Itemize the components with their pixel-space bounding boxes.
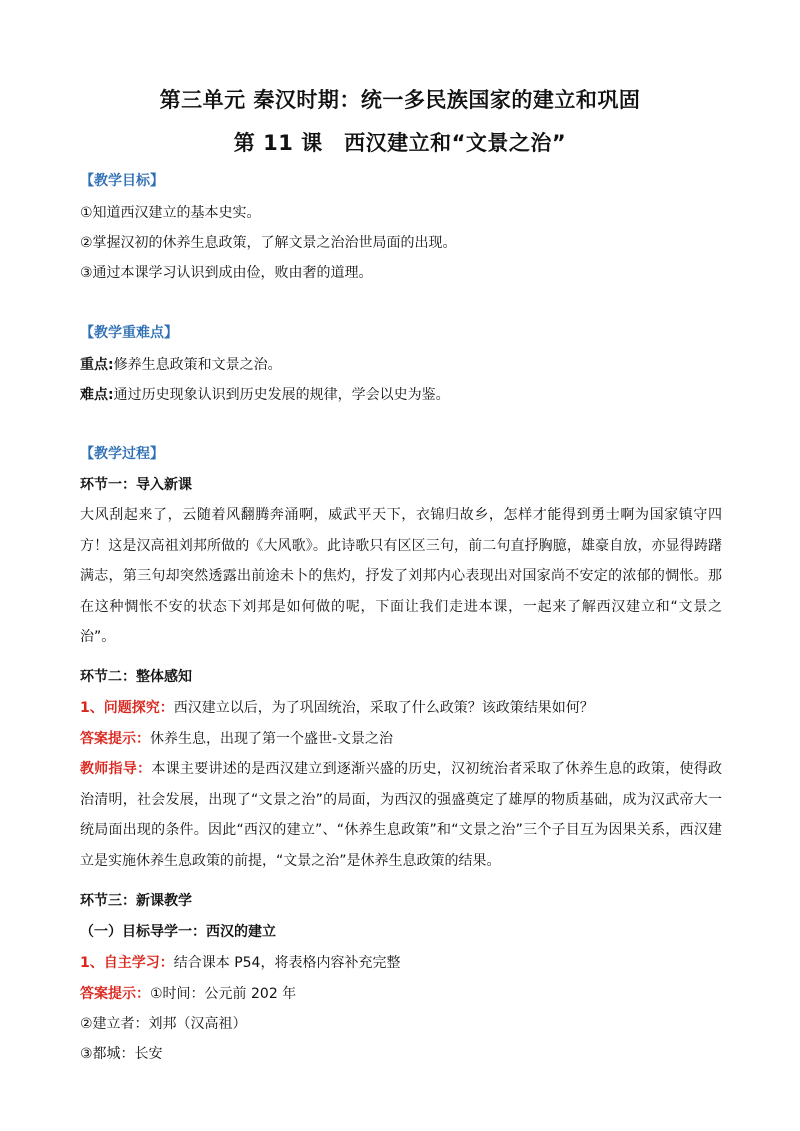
step1-paragraph: 大风刮起来了，云随着风翻腾奔涌啊，威武平天下，衣锦归故乡，怎样才能得到勇士啊为国家镇守四方！这是汉高祖刘邦所做的《大风歌》。此诗歌只有区区三句，前二句直抒胸臆，雄豪自放，亦显得踌躇满志，第三句却突然透露出前途未卜的焦灼，抒发了刘邦内心表现出对国家尚不安定的浓郁的惆怅。那在这种惆怅不安的状态下刘邦是如何做的呢，下面让我们走进本课，一起来了解西汉建立和“文景之治”。 [80,507,722,645]
answer-hint-label: 答案提示： [80,986,150,1002]
key-point-label: 重点: [80,357,114,373]
self-study-text: 结合课本 P54，将表格内容补充完整 [173,955,401,971]
question-line [80,697,594,717]
teacher-guide-label: 教师指导： [80,761,152,777]
key-points-heading: 【教学重难点】 [80,325,178,341]
objective-item: ②掌握汉初的休养生息政策，了解文景之治治世局面的出现。 [80,235,457,251]
teacher-guide-text: 本课主要讲述的是西汉建立到逐渐兴盛的历史，汉初统治者采取了休养生息的政策，使得政治清明，社会发展，出现了“文景之治”的局面，为西汉的强盛奠定了雄厚的物质基础，成为汉武帝大一统局面出现的条件。因此“西汉的建立”、“休养生息政策”和“文景之治”三个子目互为因果关系，西汉建立是实施休养生息政策的前提，“文景之治”是休养生息政策的结果。 [80,761,723,869]
step2-title: 环节二：整体感知 [80,669,192,685]
answer-line [80,728,393,748]
question-label: 1、问题探究： [80,700,174,716]
key-point-line [80,354,282,374]
answer-hint-line [80,983,296,1003]
answer-text: 休养生息，出现了第一个盛世-文景之治 [150,731,394,747]
self-study-label: 1、自主学习： [80,955,174,971]
self-study-line [80,952,400,972]
key-point-text: 修养生息政策和文景之治。 [113,357,282,373]
objectives-heading: 【教学目标】 [80,173,164,189]
answer-hint-item: ①时间：公元前 202 年 [150,986,297,1002]
unit-title: 第三单元 秦汉时期：统一多民族国家的建立和巩固 [159,88,641,112]
objective-item: ①知道西汉建立的基本史实。 [80,205,261,221]
step3-title: 环节三：新课教学 [80,893,192,909]
lesson-title: 第 11 课 西汉建立和“文景之治” [233,131,567,155]
answer-label: 答案提示： [80,731,150,747]
objective-guide-1: （一）目标导学一：西汉的建立 [80,924,276,940]
difficulty-line [80,384,450,404]
step1-title: 环节一：导入新课 [80,477,192,493]
answer-hint-item: ②建立者：刘邦（汉高祖） [80,1016,247,1032]
difficulty-text: 通过历史现象认识到历史发展的规律，学会以史为鉴。 [113,387,450,403]
question-text: 西汉建立以后，为了巩固统治，采取了什么政策？该政策结果如何？ [173,700,594,716]
process-heading: 【教学过程】 [80,446,164,462]
answer-hint-item: ③都城：长安 [80,1046,163,1062]
teacher-guide-paragraph [80,754,722,876]
objective-item: ③通过本课学习认识到成由俭，败由奢的道理。 [80,265,373,281]
difficulty-label: 难点: [80,387,114,403]
